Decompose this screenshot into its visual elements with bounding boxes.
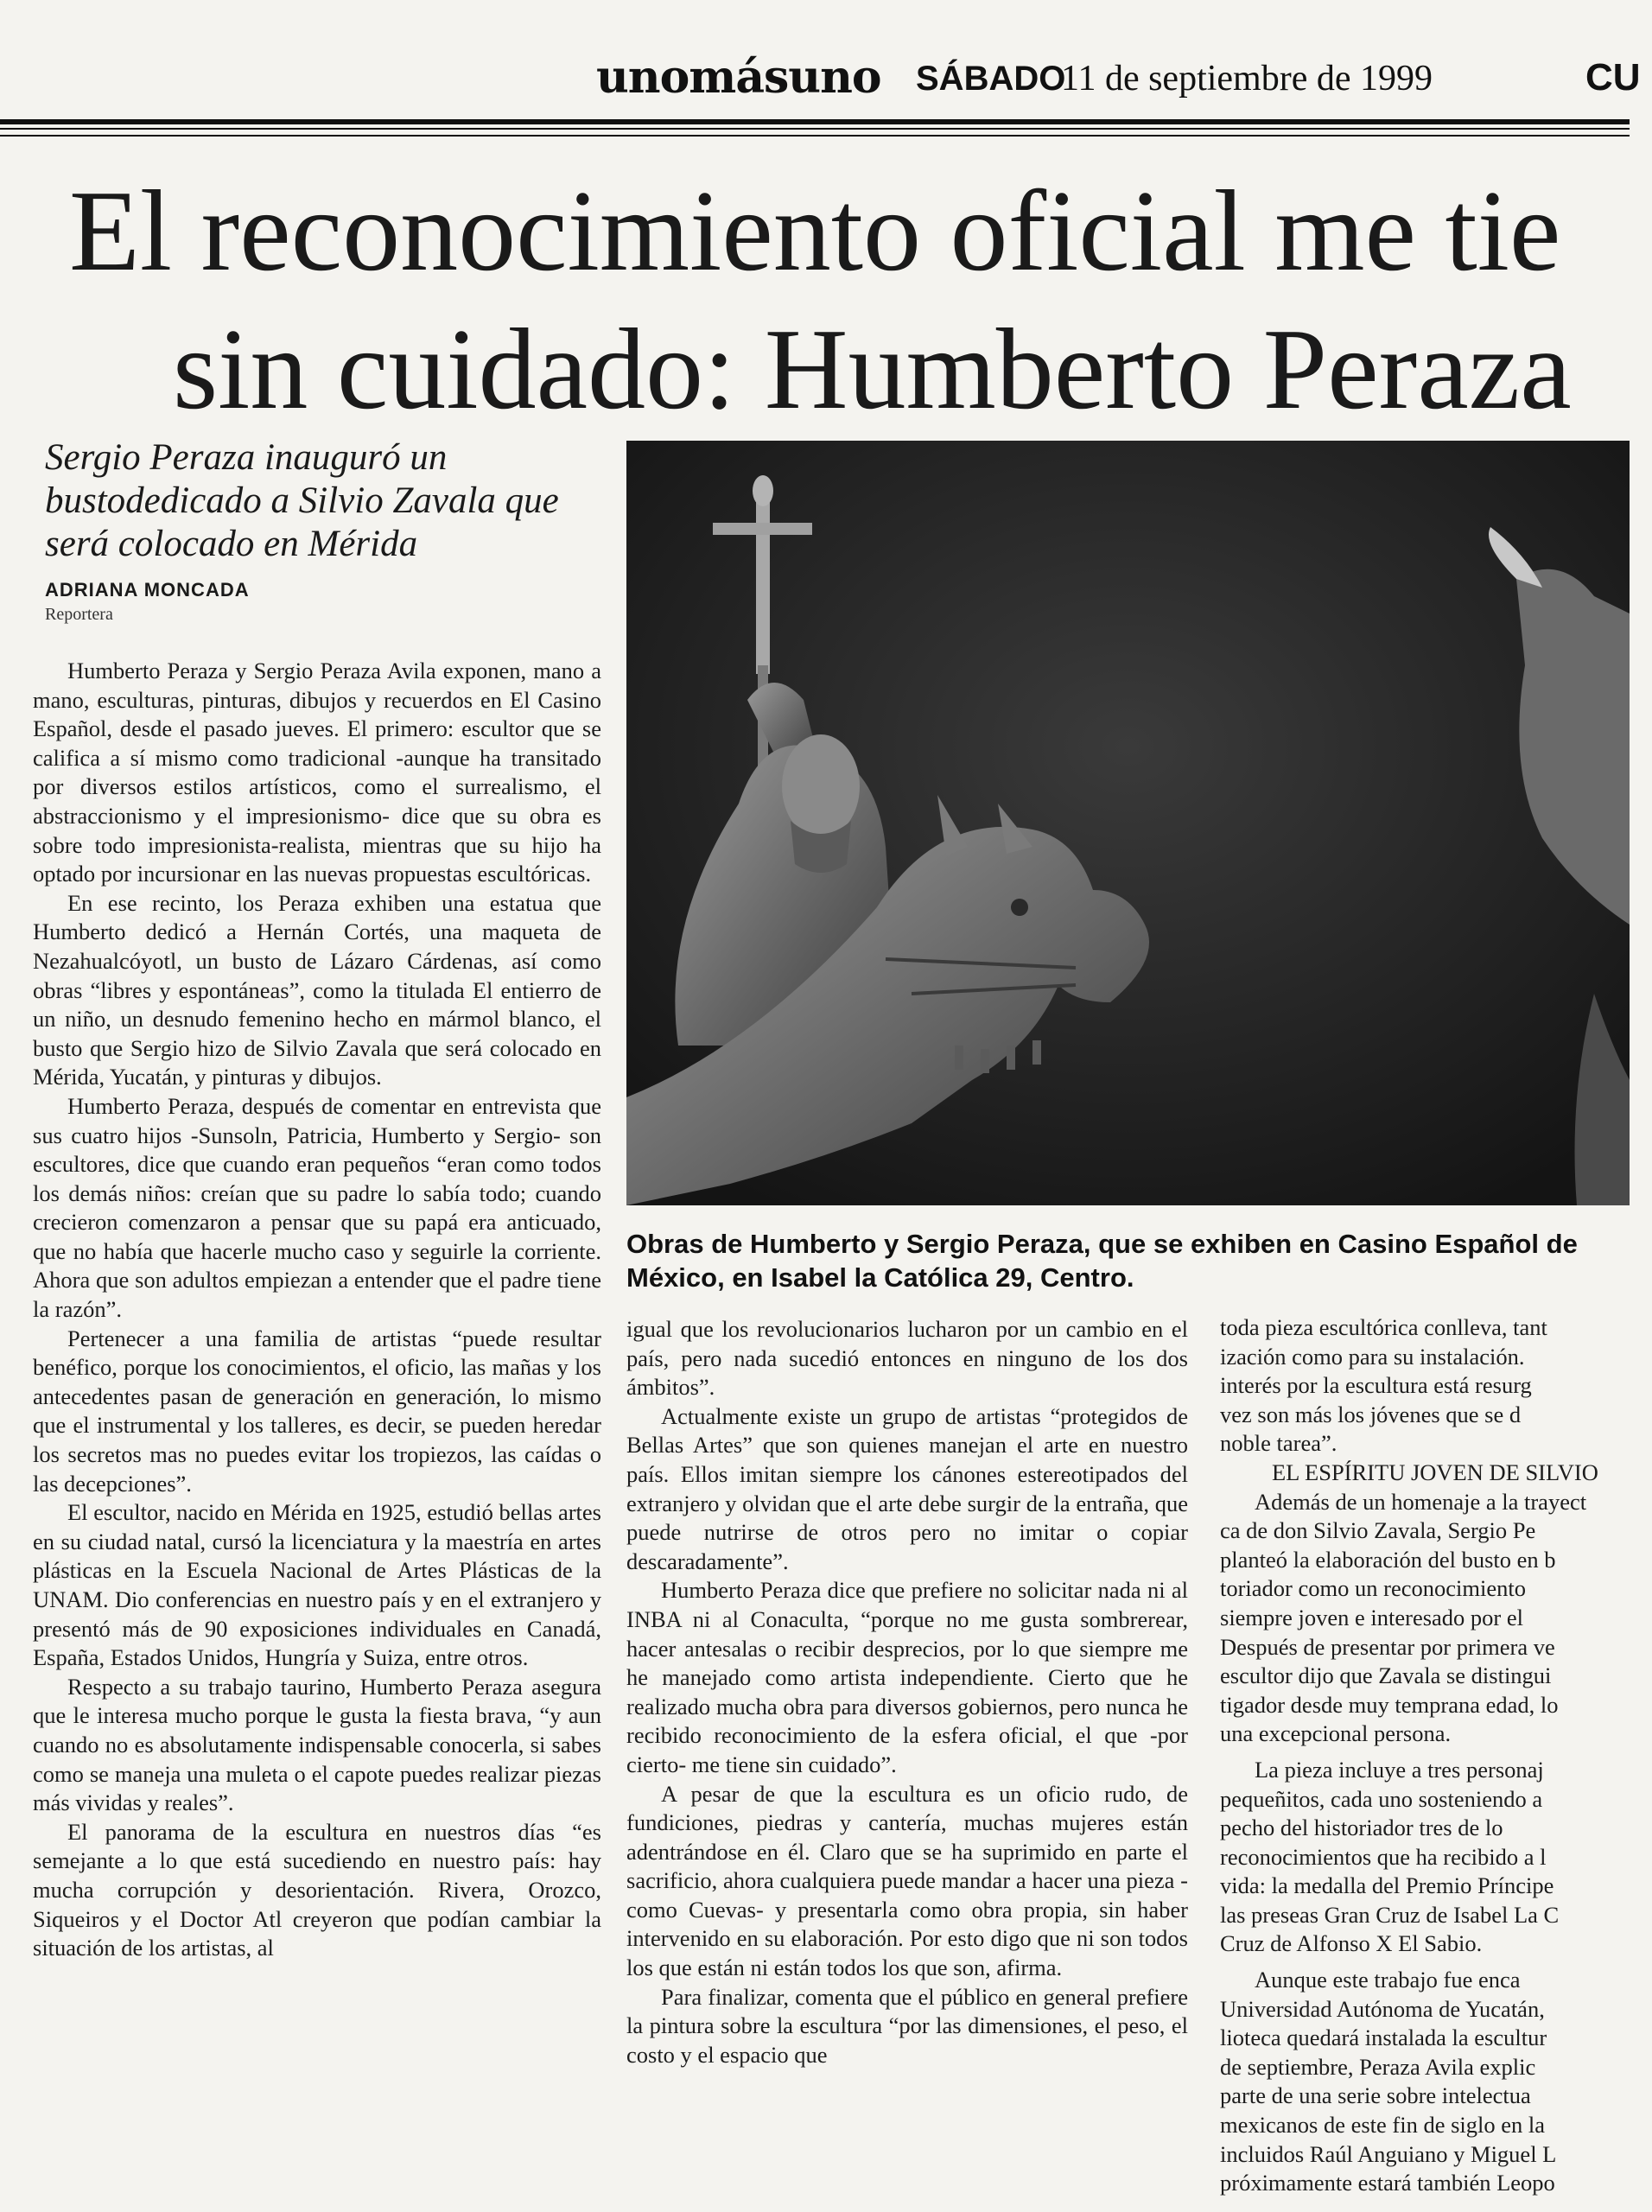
photo-caption: Obras de Humberto y Sergio Peraza, que se exhiben en Casino Español de México, en Isabel la Católica 29, Centro.: [626, 1229, 1578, 1293]
article-paragraph: Respecto a su trabajo taurino, Humberto Peraza asegura que le interesa mucho porque le gusta la fiesta brava, “y aun cuando no es absolutamente indispensable conocerla, si sabes como se maneja una muleta o el capote puedes realizar piezas más vividas y reales”.: [33, 1673, 601, 1816]
column-line: lioteca quedará instalada la escultur: [1220, 2024, 1547, 2051]
column-line: escultor dijo que Zavala se distingui: [1220, 1662, 1552, 1689]
article-paragraph: En ese recinto, los Peraza exhiben una estatua que Humberto dedicó a Hernán Cortés, una maqueta de Nezahualcóyotl, un busto de Lázaro Cárdenas, así como obras “libres y espontáneas”, como la titulada El entierro de un niño, un desnudo femenino hecho en mármol blanco, el busto que Sergio hizo de Silvio Zavala que será colocado en Mérida, Yucatán, y pinturas y dibujos.: [33, 889, 601, 1090]
issue-date: 11 de septiembre de 1999: [1061, 59, 1433, 99]
column-subhead: EL ESPÍRITU JOVEN DE SILVIO: [1272, 1459, 1598, 1485]
issue-day: SÁBADO: [916, 60, 1066, 98]
masthead: [0, 48, 1641, 117]
article-paragraph: igual que los revolucionarios lucharon por un cambio en el país, pero nada sucedió entonces en ninguno de los dos ámbitos”.: [626, 1316, 1188, 1401]
article-paragraph: A pesar de que la escultura es un oficio rudo, de fundiciones, piedras y cantería, muchas mujeres están adentrándose en él. Claro que se ha suprimido en parte el sacrificio, ahora cualquiera puede mandar a hacer una pieza -como Cuevas- y presentarla como obra propia, sin haber intervenido en su elaboración. Por esto digo que ni son todos los que están ni están todos los que son, afirma.: [626, 1780, 1188, 1981]
column-line: La pieza incluye a tres personaj: [1255, 1756, 1544, 1783]
column-line: Cruz de Alfonso X El Sabio.: [1220, 1930, 1483, 1957]
column-line: Además de un homenaje a la trayect: [1255, 1488, 1587, 1515]
headline-line-1: El reconocimiento oficial me tie: [69, 167, 1561, 295]
column-line: toda pieza escultórica conlleva, tant: [1220, 1314, 1547, 1340]
article-column-3: [1220, 1313, 1652, 2198]
column-line: planteó la elaboración del busto en b: [1220, 1546, 1556, 1573]
article-paragraph: Humberto Peraza, después de comentar en entrevista que sus cuatro hijos -Sunsoln, Patricia, Humberto y Sergio- son escultores, dice que cuando eran pequeños “eran como todos los demás niños: creían que su padre lo sabía todo; cuando crecieron comenzaron a pensar que su papá era anticuado, que no había que hacerle mucho caso y seguirle la corriente. Ahora que son adultos empiezan a entender que el padre tiene la razón”.: [33, 1092, 601, 1323]
column-line: incluidos Raúl Anguiano y Miguel L: [1220, 2140, 1557, 2167]
column-line: Después de presentar por primera ve: [1220, 1633, 1555, 1660]
column-line: una excepcional persona.: [1220, 1720, 1452, 1747]
headline-line-2: sin cuidado: Humberto Peraza: [173, 305, 1572, 433]
column-line: vida: la medalla del Premio Príncipe: [1220, 1872, 1554, 1899]
column-line: toriador como un reconocimiento: [1220, 1575, 1526, 1602]
statue-photo: [626, 441, 1630, 1205]
column-line: pecho del historiador tres de lo: [1220, 1815, 1503, 1841]
section-name: CU: [1585, 56, 1641, 99]
masthead-rule: [0, 128, 1630, 130]
byline-role: Reportera: [45, 605, 113, 624]
article-paragraph: Pertenecer a una familia de artistas “puede resultar benéfico, porque los conocimientos, el oficio, las mañas y los antecedentes pasan de generación en generación, lo mismo que el instrumental y los talleres, es decir, se pueden heredar los secretos mas no puedes evitar los tropiezos, las caídas o las decepciones”.: [33, 1325, 601, 1497]
column-line: ca de don Silvio Zavala, Sergio Pe: [1220, 1517, 1536, 1544]
masthead-rule: [0, 119, 1630, 124]
column-line: mexicanos de este fin de siglo en la: [1220, 2112, 1546, 2139]
column-line: de septiembre, Peraza Avila explic: [1220, 2053, 1536, 2080]
column-line: las preseas Gran Cruz de Isabel La C: [1220, 1901, 1560, 1928]
article-column-1: [33, 657, 601, 1963]
headline: [0, 164, 1630, 433]
column-line: reconocimientos que ha recibido a l: [1220, 1843, 1547, 1870]
column-line: parte de una serie sobre intelectua: [1220, 2082, 1531, 2109]
article-deck: Sergio Peraza inauguró un bustodedicado a Silvio Zavala que será colocado en Mérida: [45, 437, 559, 564]
article-paragraph: El panorama de la escultura en nuestros días “es semejante a lo que está sucediendo en nuestro país: hay mucha corrupción y desorientación. Rivera, Orozco, Siqueiros y el Doctor Atl creyeron que podían cambiar la situación de los artistas, al: [33, 1818, 601, 1961]
article-paragraph: Humberto Peraza dice que prefiere no solicitar nada ni al INBA ni al Conaculta, “porque no me gusta sombrerear, hacer antesalas o recibir desprecios, por lo que siempre me he manejado como artista independiente. Cierto que he realizado mucha obra para diversos gobiernos, pero nunca he recibido reconocimiento de la esfera oficial, el que -por cierto- me tiene sin cuidado”.: [626, 1577, 1188, 1777]
article-paragraph: Para finalizar, comenta que el público en general prefiere la pintura sobre la escultura “por las dimensiones, el peso, el costo y el espacio que: [626, 1983, 1188, 2068]
column-line: noble tarea”.: [1220, 1430, 1337, 1457]
article-paragraph: El escultor, nacido en Mérida en 1925, estudió bellas artes en su ciudad natal, cursó la licenciatura y la maestría en artes plásticas en la Escuela Nacional de Artes Plásticas de la UNAM. Dio conferencias en nuestro país y en el extranjero y presentó más de 90 exposiciones individuales en Canadá, España, Estados Unidos, Hungría y Suiza, entre otros.: [33, 1499, 601, 1671]
column-line: interés por la escultura está resurg: [1220, 1372, 1532, 1399]
column-line: ización como para su instalación.: [1220, 1343, 1525, 1370]
equestrian-statue-image: [626, 441, 1630, 1205]
masthead-rule: [0, 135, 1630, 137]
column-line: Aunque este trabajo fue enca: [1255, 1967, 1521, 1993]
newspaper-logo: unomásuno: [596, 51, 881, 104]
column-line: próximamente estará también Leopo: [1220, 2170, 1555, 2196]
column-line: siempre joven e interesado por el: [1220, 1604, 1523, 1630]
article-paragraph: Humberto Peraza y Sergio Peraza Avila exponen, mano a mano, esculturas, pinturas, dibujos y recuerdos en El Casino Español, desde el pasado jueves. El primero: escultor que se califica a sí mismo como tradicional -aunque ha transitado por diversos estilos artísticos, como el surrealismo, el abstraccionismo y el impresionismo- dice que su obra es sobre todo impresionista-realista, mientras que su hijo ha optado por incursionar en las nuevas propuestas escultóricas.: [33, 658, 601, 887]
article-column-2: [626, 1315, 1188, 2069]
column-line: vez son más los jóvenes que se d: [1220, 1401, 1522, 1427]
column-line: tigador desde muy temprana edad, lo: [1220, 1691, 1559, 1718]
column-line: pequeñitos, cada uno sosteniendo a: [1220, 1785, 1543, 1812]
article-paragraph: Actualmente existe un grupo de artistas “protegidos de Bellas Artes” que son quienes manejan el arte en nuestro país. Ellos imitan siempre los cánones estereotipados del extranjero y olvidan que el arte debe surgir de la entraña, que puede nutrirse de otros pero no imitar o copiar descaradamente”.: [626, 1402, 1188, 1574]
byline-author: ADRIANA MONCADA: [45, 579, 250, 601]
column-line: Universidad Autónoma de Yucatán,: [1220, 1995, 1545, 2022]
